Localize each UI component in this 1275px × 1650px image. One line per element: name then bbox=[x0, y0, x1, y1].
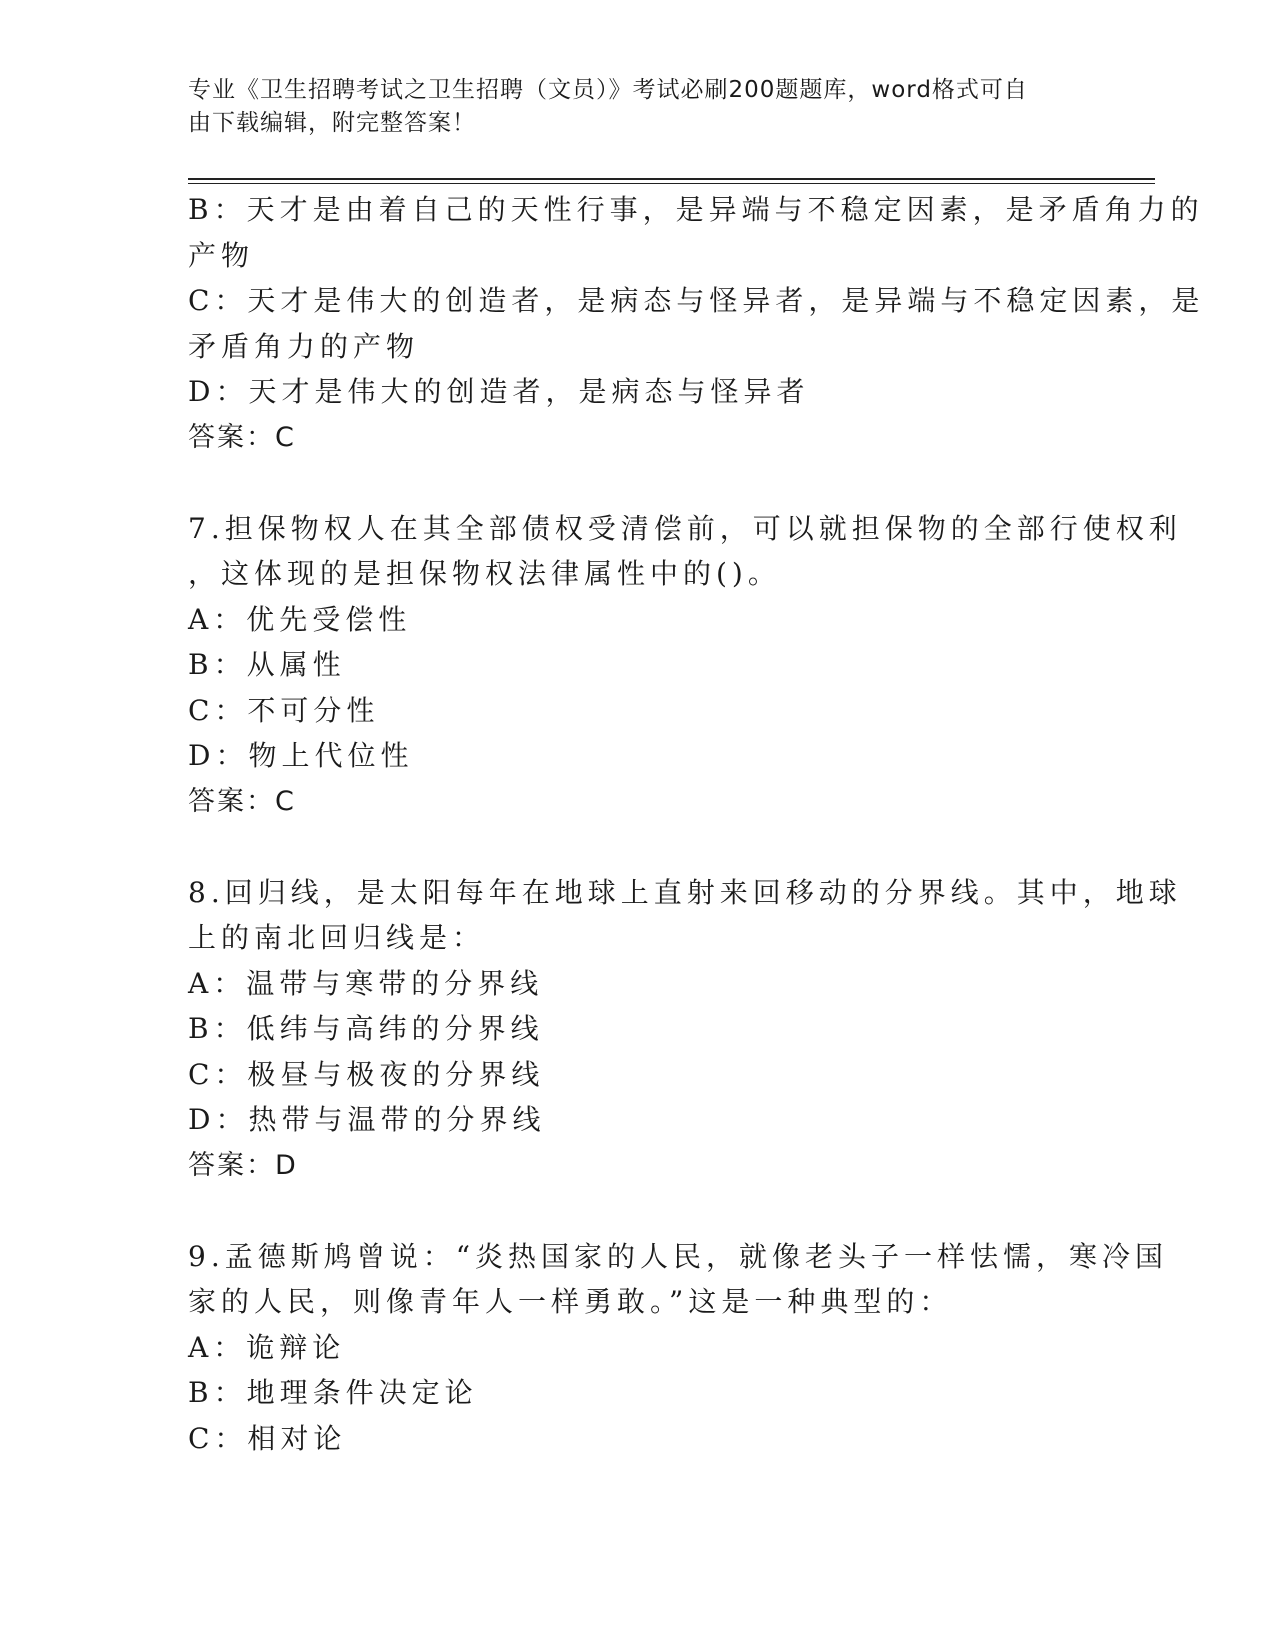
question-6 bbox=[188, 187, 1205, 460]
option-d: D：热带与温带的分界线 bbox=[188, 1103, 546, 1136]
question-stem: 9.孟德斯鸠曾说：“炎热国家的人民，就像老头子一样怯懦，寒冷国 bbox=[188, 1239, 1169, 1273]
option-c: C：不可分性 bbox=[188, 693, 380, 727]
question-9 bbox=[188, 1234, 1169, 1462]
option-d: D：天才是伟大的创造者，是病态与怪异者 bbox=[188, 375, 810, 408]
question-stem-continued: 上的南北回归线是： bbox=[188, 921, 486, 954]
question-stem-continued: 家的人民，则像青年人一样勇敢。”这是一种典型的： bbox=[188, 1285, 953, 1318]
option-d: D：物上代位性 bbox=[188, 739, 414, 772]
question-8 bbox=[188, 870, 1182, 1189]
spacer bbox=[188, 1188, 1088, 1234]
option-a: A：优先受偿性 bbox=[188, 602, 412, 636]
header-line-2: 由下载编辑，附完整答案！ bbox=[188, 110, 476, 136]
option-b: B：地理条件决定论 bbox=[188, 1376, 478, 1409]
option-c: C：天才是伟大的创造者，是病态与怪异者，是异端与不稳定因素，是 bbox=[188, 284, 1205, 317]
spacer bbox=[188, 824, 1088, 870]
header-rule-thick bbox=[188, 178, 1155, 180]
question-7 bbox=[188, 506, 1182, 825]
option-a: A：温带与寒带的分界线 bbox=[188, 966, 544, 1000]
answer: 答案：C bbox=[188, 785, 296, 817]
question-stem: 8.回归线，是太阳每年在地球上直射来回移动的分界线。其中，地球 bbox=[188, 875, 1182, 909]
answer: 答案：D bbox=[188, 1149, 298, 1181]
option-a: A：诡辩论 bbox=[188, 1330, 346, 1364]
option-b: B：天才是由着自己的天性行事，是异端与不稳定因素，是矛盾角力的 bbox=[188, 193, 1204, 226]
answer: 答案：C bbox=[188, 421, 296, 453]
header-rule-thin bbox=[188, 183, 1155, 184]
option-b: B：从属性 bbox=[188, 648, 346, 681]
option-c: C：相对论 bbox=[188, 1421, 347, 1455]
option-c-continued: 矛盾角力的产物 bbox=[188, 329, 420, 363]
option-c: C：极昼与极夜的分界线 bbox=[188, 1057, 545, 1091]
question-stem: 7.担保物权人在其全部债权受清偿前，可以就担保物的全部行使权利 bbox=[188, 511, 1182, 545]
option-b-continued: 产物 bbox=[188, 238, 255, 272]
question-content bbox=[188, 187, 1205, 1461]
page-header bbox=[188, 74, 1088, 140]
question-stem-continued: ，这体现的是担保物权法律属性中的()。 bbox=[188, 557, 781, 590]
spacer bbox=[188, 460, 1088, 506]
option-b: B：低纬与高纬的分界线 bbox=[188, 1012, 544, 1045]
header-line-1: 专业《卫生招聘考试之卫生招聘（文员）》考试必刷200题题库，word格式可自 bbox=[188, 77, 1028, 103]
